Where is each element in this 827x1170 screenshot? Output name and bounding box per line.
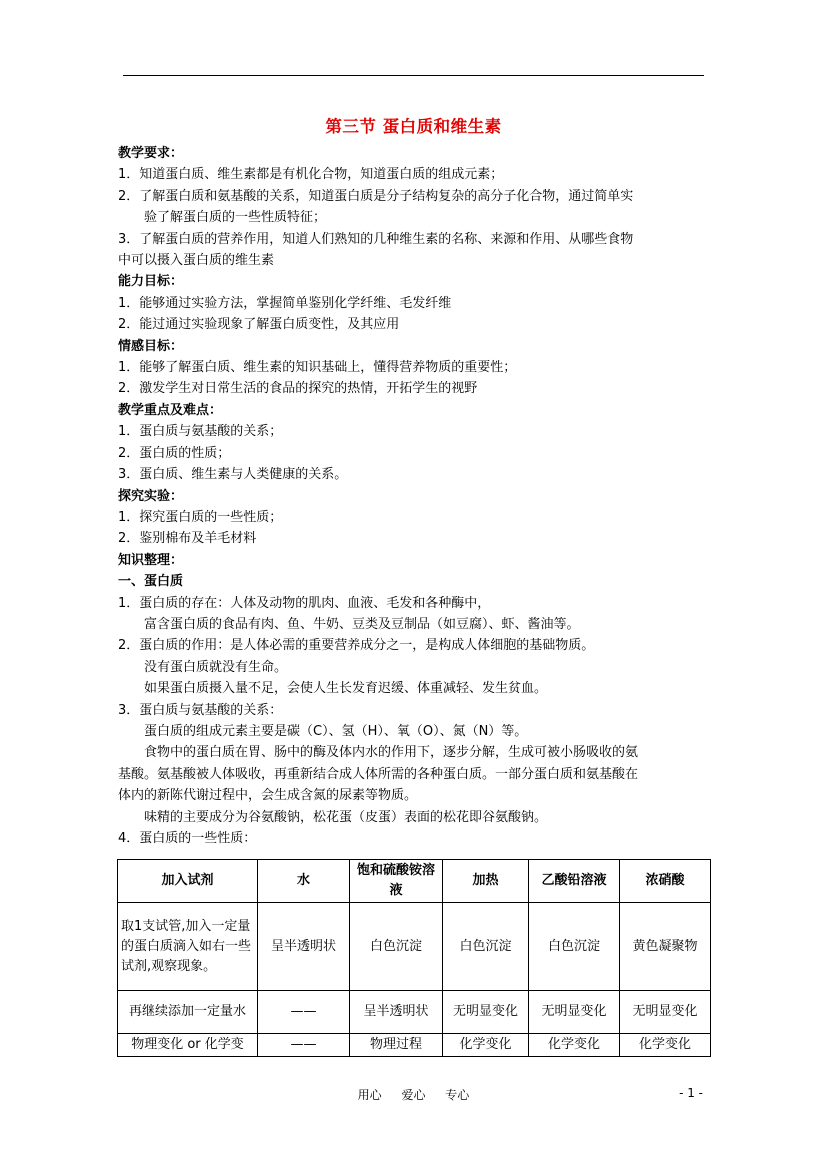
text-line: 基酸。氨基酸被人体吸收，再重新结合成人体所需的各种蛋白质。一部分蛋白质和氨基酸在 bbox=[118, 766, 639, 782]
table-header-cell: 浓硝酸 bbox=[620, 860, 711, 903]
text-line: 味精的主要成分为谷氨酸钠，松花蛋（皮蛋）表面的松花即谷氨酸钠。 bbox=[144, 809, 548, 825]
table-cell: 化学变化 bbox=[620, 1034, 711, 1057]
section-heading: 一、蛋白质 bbox=[118, 574, 184, 590]
table-row bbox=[118, 991, 711, 1034]
text-line: 2．能过通过实验现象了解蛋白质变性，及其应用 bbox=[118, 317, 400, 333]
text-line: 4．蛋白质的一些性质： bbox=[118, 831, 257, 846]
text-line: 1．知道蛋白质、维生素都是有机化合物，知道蛋白质的组成元素； bbox=[118, 167, 504, 183]
table-cell: 无明显变化 bbox=[620, 991, 711, 1034]
text-line: 2．蛋白质的性质； bbox=[118, 445, 231, 461]
table-cell: 无明显变化 bbox=[529, 991, 620, 1034]
text-line: 1．能够通过实验方法，掌握简单鉴别化学纤维、毛发纤维 bbox=[118, 295, 452, 311]
table-header-cell: 加热 bbox=[443, 860, 529, 903]
table-cell: 化学变化 bbox=[443, 1034, 529, 1057]
table-cell: 物理过程 bbox=[350, 1034, 443, 1057]
table-cell: 再继续添加一定量水 bbox=[118, 991, 258, 1034]
table-header-cell: 乙酸铅溶液 bbox=[529, 860, 620, 903]
section-heading: 能力目标： bbox=[118, 274, 184, 290]
body-text bbox=[118, 143, 708, 849]
protein-properties-table bbox=[117, 859, 711, 1057]
header-rule bbox=[123, 75, 704, 76]
table-header-cell: 水 bbox=[258, 860, 350, 903]
table-cell: 物理变化 or 化学变 bbox=[118, 1034, 258, 1057]
section-heading: 情感目标： bbox=[118, 338, 184, 354]
text-line: 验了解蛋白质的一些性质特征； bbox=[144, 210, 327, 226]
table-cell: —— bbox=[258, 991, 350, 1034]
table-header-cell: 饱和硫酸铵溶液 bbox=[350, 860, 443, 903]
page-title: 第三节 蛋白质和维生素 bbox=[325, 117, 502, 136]
section-heading: 知识整理： bbox=[118, 552, 184, 568]
text-line: 体内的新陈代谢过程中，会生成含氮的尿素等物质。 bbox=[118, 788, 418, 804]
text-line: 2．了解蛋白质和氨基酸的关系，知道蛋白质是分子结构复杂的高分子化合物，通过简单实 bbox=[118, 188, 634, 204]
table-cell: 呈半透明状 bbox=[258, 903, 350, 991]
text-line: 中可以摄入蛋白质的维生素 bbox=[118, 253, 275, 269]
text-line: 1．探究蛋白质的一些性质； bbox=[118, 509, 283, 525]
text-line: 1．能够了解蛋白质、维生素的知识基础上，懂得营养物质的重要性； bbox=[118, 360, 517, 376]
table-header-row bbox=[118, 860, 711, 903]
text-line: 2．鉴别棉布及羊毛材料 bbox=[118, 531, 257, 547]
table-cell: —— bbox=[258, 1034, 350, 1057]
text-line: 2．激发学生对日常生活的食品的探究的热情，开拓学生的视野 bbox=[118, 381, 478, 397]
table-row bbox=[118, 1034, 711, 1057]
table-cell: 无明显变化 bbox=[443, 991, 529, 1034]
table-cell: 化学变化 bbox=[529, 1034, 620, 1057]
text-line: 没有蛋白质就没有生命。 bbox=[144, 659, 288, 675]
page-number: - 1 - bbox=[679, 1086, 703, 1100]
table-cell: 白色沉淀 bbox=[350, 903, 443, 991]
table-cell: 黄色凝聚物 bbox=[620, 903, 711, 991]
table-cell: 取1支试管,加入一定量的蛋白质滴入如右一些试剂,观察现象。 bbox=[118, 903, 258, 991]
text-line: 富含蛋白质的食品有肉、鱼、牛奶、豆类及豆制品（如豆腐）、虾、酱油等。 bbox=[144, 616, 580, 632]
section-heading: 教学重点及难点： bbox=[118, 402, 223, 418]
text-line: 食物中的蛋白质在胃、肠中的酶及体内水的作用下，逐步分解，生成可被小肠吸收的氨 bbox=[144, 745, 639, 761]
text-line: 3．了解蛋白质的营养作用，知道人们熟知的几种维生素的名称、来源和作用、从哪些食物 bbox=[118, 231, 634, 247]
text-line: 1．蛋白质的存在：人体及动物的肌肉、血液、毛发和各种酶中， bbox=[118, 595, 491, 611]
table-row bbox=[118, 903, 711, 991]
section-heading: 探究实验： bbox=[118, 488, 184, 504]
section-heading: 教学要求： bbox=[118, 146, 184, 161]
table-header-cell: 加入试剂 bbox=[118, 860, 258, 903]
text-line: 2．蛋白质的作用：是人体必需的重要营养成分之一，是构成人体细胞的基础物质。 bbox=[118, 638, 595, 654]
table-cell: 白色沉淀 bbox=[443, 903, 529, 991]
text-line: 蛋白质的组成元素主要是碳（C）、氢（H）、氧（O）、氮（N）等。 bbox=[144, 723, 528, 739]
text-line: 3．蛋白质、维生素与人类健康的关系。 bbox=[118, 467, 348, 483]
table-cell: 白色沉淀 bbox=[529, 903, 620, 991]
text-line: 3．蛋白质与氨基酸的关系： bbox=[118, 702, 283, 718]
text-line: 如果蛋白质摄入量不足，会使人生长发育迟缓、体重减轻、发生贫血。 bbox=[144, 681, 548, 697]
table-cell: 呈半透明状 bbox=[350, 991, 443, 1034]
text-line: 1．蛋白质与氨基酸的关系； bbox=[118, 424, 283, 440]
footer-motto: 用心 爱心 专心 bbox=[357, 1088, 470, 1102]
